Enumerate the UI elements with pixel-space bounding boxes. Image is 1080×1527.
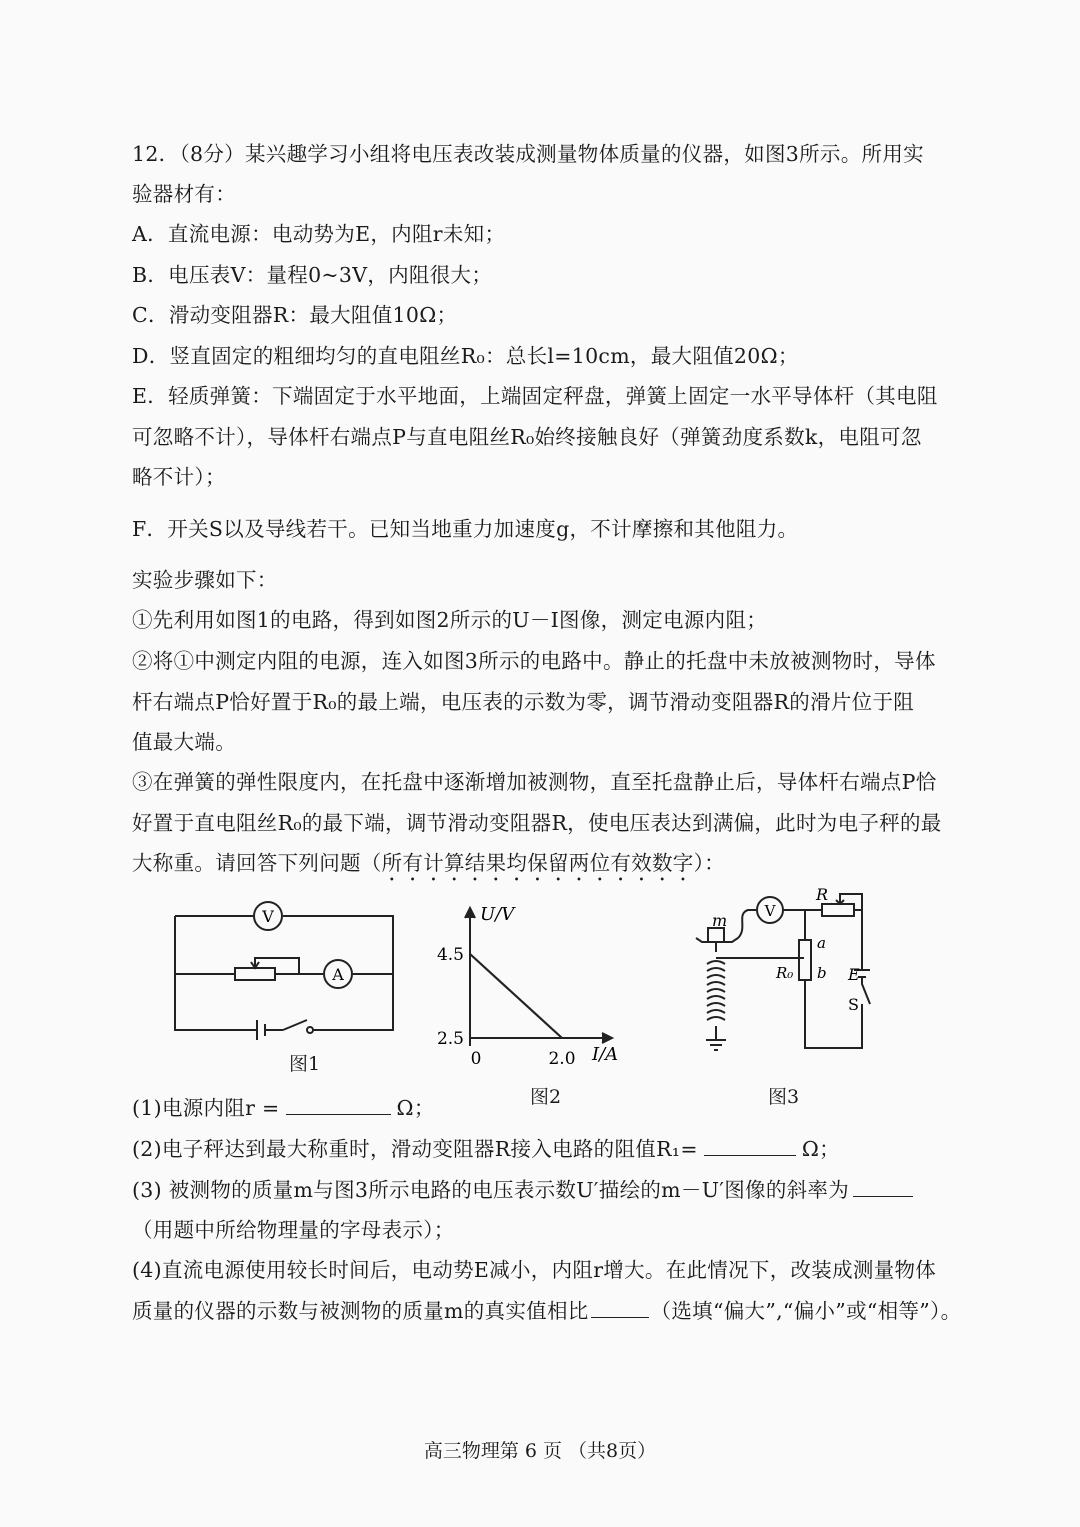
fig2-y-bottom-tick: 2.5 — [436, 1029, 464, 1049]
sub-q3-text: (3) 被测物的质量m与图3所示电路的电压表示数U′描绘的m－U′图像的斜率为 — [132, 1178, 850, 1202]
emphasis-text: 所有计算结果均保留两位有效数字 — [381, 851, 694, 875]
fig2-xlabel: I/A — [592, 1044, 619, 1065]
material-a: A．直流电源：电动势为E，内阻r未知； — [132, 222, 506, 246]
material-e-line3: 略不计）； — [132, 465, 226, 489]
figure-1-circuit — [165, 900, 405, 1050]
fig1-battery — [257, 1020, 265, 1040]
figure-1-caption: 图1 — [289, 1053, 321, 1075]
step-3-line3-start: 大称重。请回答下列问题（ — [132, 851, 382, 875]
figure-3-caption: 图3 — [768, 1086, 800, 1108]
sub-q4-text: 质量的仪器的示数与被测物的质量m的真实值相比 — [132, 1299, 589, 1323]
step-3-line3 — [132, 849, 725, 886]
fig3-r0-label: R₀ — [776, 964, 794, 982]
question-header-cont: 验器材有： — [132, 182, 236, 206]
sub-question-4-line1: (4)直流电源使用较长时间后，电动势E减小，内阻r增大。在此情况下，改装成测量物体 — [132, 1258, 937, 1282]
material-e-line1: E．轻质弹簧：下端固定于水平地面，上端固定秤盘，弹簧上固定一水平导体杆（其电阻 — [132, 384, 938, 408]
fig2-x-tick: 2.0 — [548, 1049, 576, 1069]
fig3-mass-label: m — [712, 911, 728, 930]
answer-blank-3[interactable] — [853, 1176, 913, 1197]
fig2-y-top-tick: 4.5 — [436, 945, 464, 965]
figure-2-caption: 图2 — [530, 1086, 562, 1108]
answer-blank-2[interactable] — [704, 1135, 796, 1156]
figure-3-circuit — [690, 880, 900, 1060]
sub-q2-unit: Ω； — [801, 1137, 840, 1161]
fig3-emf-label: E — [848, 965, 860, 984]
sub-question-3 — [132, 1176, 913, 1204]
step-3-line1: ③在弹簧的弹性限度内，在托盘中逐渐增加被测物，直至托盘静止后，导体杆右端点P恰 — [132, 770, 937, 794]
fig3-spring — [707, 961, 725, 1020]
step-2-line3: 值最大端。 — [132, 730, 236, 754]
fig3-switch — [862, 977, 870, 1006]
fig3-rheostat-label: R — [816, 885, 829, 904]
fig2-origin: 0 — [470, 1049, 482, 1069]
fig3-r0 — [799, 940, 811, 980]
figure-2-chart — [432, 898, 632, 1073]
material-c: C．滑动变阻器R：最大阻值10Ω； — [132, 303, 458, 327]
sub-question-1 — [132, 1094, 435, 1122]
fig3-a-label: a — [817, 934, 826, 952]
fig1-voltmeter-label: V — [262, 907, 274, 926]
sub-question-2 — [132, 1135, 840, 1163]
answer-blank-4[interactable] — [591, 1297, 649, 1318]
step-1: ①先利用如图1的电路，得到如图2所示的U－I图像，测定电源内阻； — [132, 608, 768, 632]
material-f: F．开关S以及导线若干。已知当地重力加速度g，不计摩擦和其他阻力。 — [132, 517, 799, 541]
step-3-line3-end: ）： — [693, 851, 725, 875]
step-2-line2: 杆右端点P恰好置于R₀的最上端，电压表的示数为零，调节滑动变阻器R的滑片位于阻 — [132, 690, 915, 714]
fig2-ylabel: U/V — [480, 904, 515, 925]
fig3-voltmeter-label: V — [764, 902, 776, 920]
step-2-line1: ②将①中测定内阻的电源，连入如图3所示的电路中。静止的托盘中未放被测物时，导体 — [132, 649, 936, 673]
material-e-line2: 可忽略不计），导体杆右端点P与直电阻丝R₀始终接触良好（弹簧劲度系数k，电阻可忽 — [132, 425, 922, 449]
fig3-switch-label: S — [848, 995, 859, 1014]
fig2-data-line — [470, 954, 562, 1038]
sub-question-3-cont: （用题中所给物理量的字母表示）； — [132, 1218, 455, 1242]
fig3-rheostat — [822, 904, 854, 916]
sub-q1-text: (1)电源内阻r = — [132, 1096, 280, 1120]
fig1-switch — [283, 1020, 307, 1030]
sub-q1-unit: Ω； — [396, 1096, 435, 1120]
fig3-b-label: b — [817, 964, 827, 982]
steps-title: 实验步骤如下： — [132, 568, 278, 592]
sub-question-4-line2 — [132, 1297, 961, 1325]
fig3-ground — [706, 1026, 726, 1050]
fig1-ammeter-label: A — [332, 965, 344, 984]
step-3-line2: 好置于直电阻丝R₀的最下端，调节滑动变阻器R，使电压表达到满偏，此时为电子秤的最 — [132, 811, 942, 835]
sub-q4-options: （选填“偏大”,“偏小”或“相等”）。 — [650, 1299, 962, 1323]
page-footer: 高三物理第 6 页 （共8页） — [423, 1440, 657, 1462]
material-b: B．电压表V：量程0~3V，内阻很大； — [132, 263, 493, 287]
question-header: 12．（8分）某兴趣学习小组将电压表改装成测量物体质量的仪器，如图3所示。所用实 — [132, 142, 924, 166]
fig1-slider-wire — [255, 958, 299, 974]
material-d: D．竖直固定的粗细均匀的直电阻丝R₀：总长l=10cm，最大阻值20Ω； — [132, 344, 799, 368]
answer-blank-1[interactable] — [286, 1094, 391, 1115]
sub-q2-text: (2)电子秤达到最大称重时，滑动变阻器R接入电路的阻值R₁= — [132, 1137, 698, 1161]
